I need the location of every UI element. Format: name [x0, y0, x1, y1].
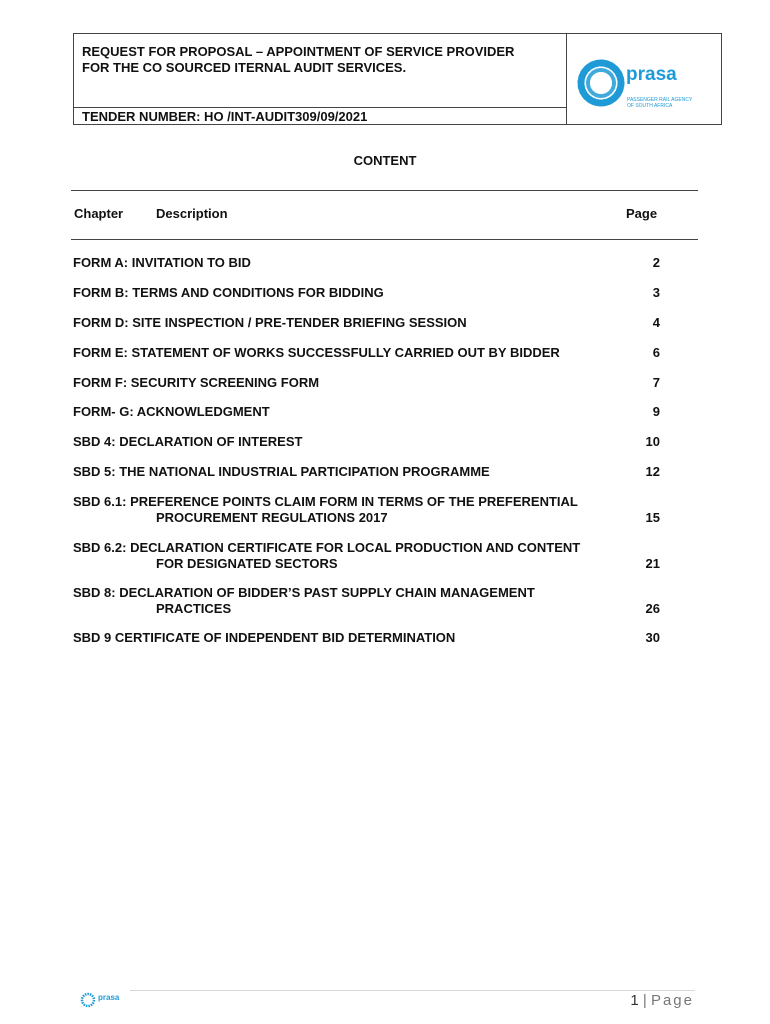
- toc-entry-page: 15: [645, 510, 660, 525]
- toc-entry-title-continued: FOR DESIGNATED SECTORS: [156, 556, 338, 571]
- toc-entry-title-continued: PROCUREMENT REGULATIONS 2017: [156, 510, 388, 525]
- page-number: 1: [630, 992, 639, 1009]
- toc-entry-title: SBD 4: DECLARATION OF INTEREST: [73, 434, 303, 449]
- toc-entry-title: FORM B: TERMS AND CONDITIONS FOR BIDDING: [73, 285, 384, 300]
- toc-entry[interactable]: [73, 494, 660, 526]
- prasa-logo-icon: [574, 56, 628, 110]
- logo-tagline: PASSENGER RAIL AGENCY OF SOUTH AFRICA: [627, 97, 693, 109]
- toc-entry-page: 2: [652, 255, 660, 270]
- toc-entry[interactable]: [73, 285, 660, 301]
- toc-entry-title: FORM E: STATEMENT OF WORKS SUCCESSFULLY CARRIED OUT BY BIDDER: [73, 345, 560, 360]
- page-label: Page: [650, 992, 694, 1009]
- toc-entry-page: 30: [645, 630, 660, 645]
- toc-entry-title: SBD 8: DECLARATION OF BIDDER’S PAST SUPPLY CHAIN MANAGEMENT: [73, 585, 535, 600]
- footer-page-number: [630, 992, 694, 1009]
- toc-entry-title-continued: PRACTICES: [156, 601, 232, 616]
- toc-entry-title: FORM A: INVITATION TO BID: [73, 255, 251, 270]
- toc-entry-page: 6: [652, 345, 660, 360]
- logo-wordmark: prasa: [626, 64, 677, 85]
- document-title: [74, 34, 567, 108]
- toc-entry-page: 4: [652, 315, 660, 330]
- toc-entry[interactable]: [73, 464, 660, 480]
- footer-logo-wordmark: prasa: [98, 993, 120, 1002]
- title-line-1: REQUEST FOR PROPOSAL – APPOINTMENT OF SERVICE PROVIDER: [82, 44, 515, 59]
- toc-entry-title: FORM F: SECURITY SCREENING FORM: [73, 375, 320, 390]
- page-separator: |: [642, 992, 647, 1009]
- toc-entry-page: 3: [652, 285, 660, 300]
- column-header-page: Page: [626, 206, 658, 221]
- toc-entry-title: SBD 6.2: DECLARATION CERTIFICATE FOR LOCAL PRODUCTION AND CONTENT: [73, 540, 581, 555]
- prasa-logo: [568, 34, 722, 124]
- toc-entry-page: 21: [645, 556, 660, 571]
- toc-entry[interactable]: [73, 630, 660, 646]
- toc-entry[interactable]: [73, 404, 660, 420]
- toc-entry-page: 12: [645, 464, 660, 479]
- content-heading: CONTENT: [353, 153, 417, 168]
- header-box: [73, 33, 722, 125]
- toc-entry[interactable]: [73, 345, 660, 361]
- toc-entry-title: FORM D: SITE INSPECTION / PRE-TENDER BRIEFING SESSION: [73, 315, 467, 330]
- toc-entry-title: SBD 9 CERTIFICATE OF INDEPENDENT BID DETERMINATION: [73, 630, 456, 645]
- toc-entry-title: SBD 5: THE NATIONAL INDUSTRIAL PARTICIPATION PROGRAMME: [73, 464, 490, 479]
- toc-entry[interactable]: [73, 375, 660, 391]
- toc-entry[interactable]: [73, 434, 660, 450]
- tender-number: TENDER NUMBER: HO /INT-AUDIT309/09/2021: [74, 108, 567, 125]
- title-line-2: FOR THE CO SOURCED ITERNAL AUDIT SERVICES.: [82, 60, 407, 75]
- footer-rule: [130, 990, 695, 991]
- toc-entry-page: 26: [645, 601, 660, 616]
- footer-logo: [80, 990, 130, 1010]
- column-header-chapter: Chapter: [74, 206, 124, 221]
- column-header-description: Description: [156, 206, 228, 221]
- toc-entry-title: FORM- G: ACKNOWLEDGMENT: [73, 404, 270, 419]
- toc-entry[interactable]: [73, 315, 660, 331]
- toc-entry-title: SBD 6.1: PREFERENCE POINTS CLAIM FORM IN TERMS OF THE PREFERENTIAL: [73, 494, 578, 509]
- toc-entry[interactable]: [73, 585, 660, 617]
- table-header-rule: [71, 239, 698, 240]
- toc-entry[interactable]: [73, 255, 660, 271]
- toc-entry-page: 9: [652, 404, 660, 419]
- toc-entry[interactable]: [73, 540, 660, 572]
- toc-entry-page: 10: [645, 434, 660, 449]
- table-top-rule: [71, 190, 698, 191]
- toc-entry-page: 7: [652, 375, 660, 390]
- footer-logo-icon: [80, 992, 96, 1008]
